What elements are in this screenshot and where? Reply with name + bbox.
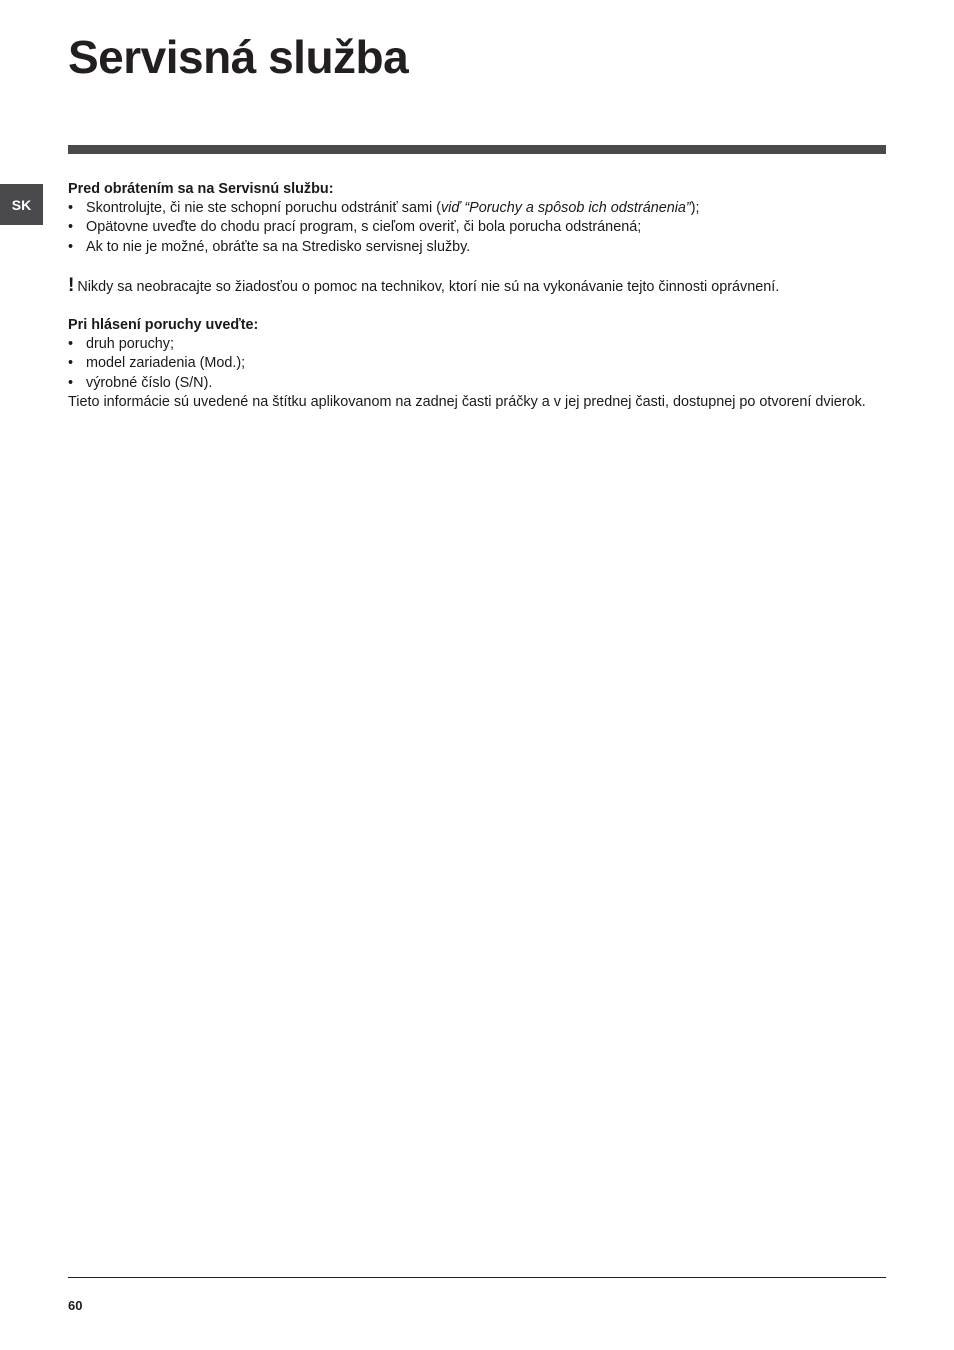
title-divider [68, 145, 886, 154]
content-body [68, 180, 886, 412]
warning-text: Nikdy sa neobracajte so žiadosťou o pomoc na technikov, ktorí nie sú na vykonávanie tejto činnosti oprávnení. [77, 278, 780, 295]
language-tab [0, 184, 43, 225]
list-item: • model zariadenia (Mod.); [68, 354, 886, 373]
footer-divider [68, 1277, 886, 1278]
list-item: • druh poruchy; [68, 335, 886, 354]
warning-note [68, 276, 886, 297]
label-location-note: Tieto informácie sú uvedené na štítku aplikovanom na zadnej časti práčky a v jej prednej časti, dostupnej po otvorení dvierok. [68, 393, 866, 410]
language-code: SK [11, 196, 32, 213]
list-item: • výrobné číslo (S/N). [68, 374, 886, 393]
checklist-before-contact [68, 199, 886, 257]
cross-reference: viď “Poruchy a spôsob ich odstránenia” [440, 200, 691, 217]
section-heading-before-contact: Pred obrátením sa na Servisnú službu: [68, 181, 334, 197]
section-heading-report: Pri hlásení poruchy uveďte: [68, 317, 259, 334]
list-item: • Ak to nie je možné, obráťte sa na Stredisko servisnej služby. [68, 238, 886, 257]
exclamation-icon: ! [68, 274, 75, 296]
page-number: 60 [68, 1298, 83, 1313]
list-item: • Opätovne uveďte do chodu prací program, s cieľom overiť, či bola porucha odstránená; [68, 218, 886, 237]
page-title: Servisná služba [68, 31, 409, 83]
report-info-list [68, 335, 886, 393]
list-item: • Skontrolujte, či nie ste schopní poruchu odstrániť sami (viď “Poruchy a spôsob ich odstránenia”); [68, 199, 886, 218]
